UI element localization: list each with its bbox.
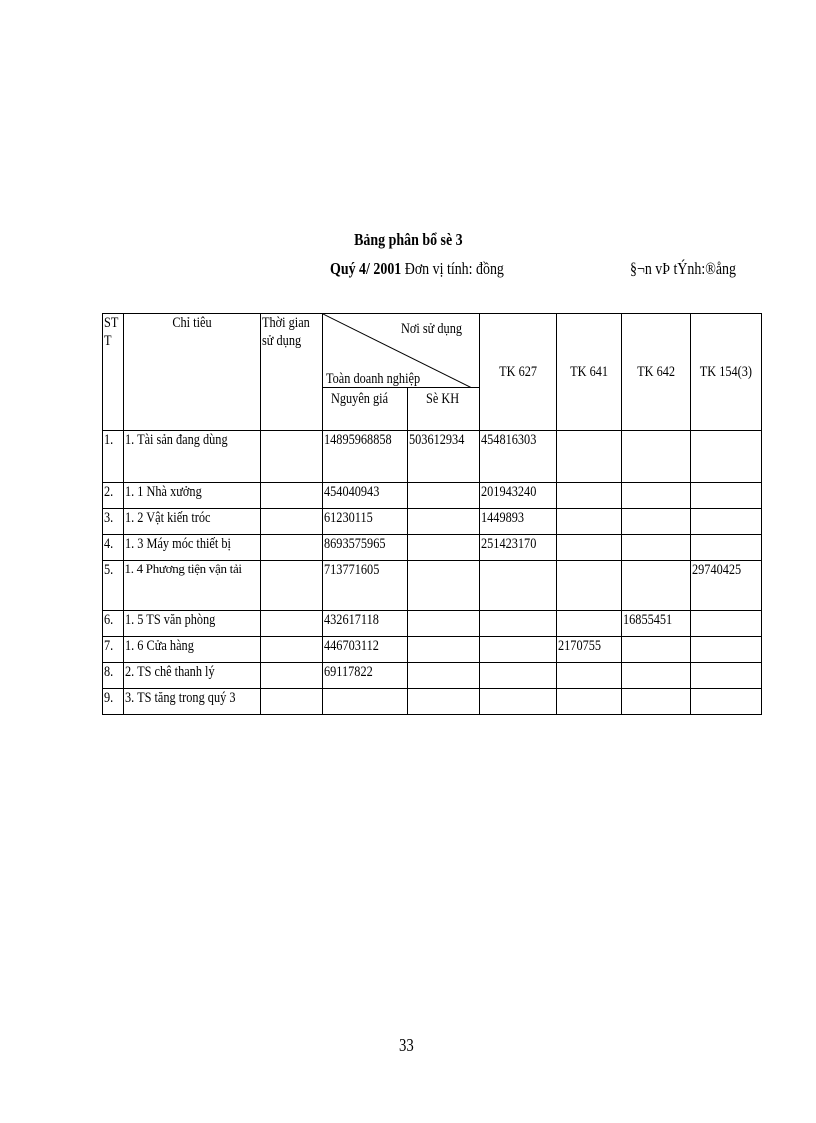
- noi-su-dung-label: Nơi sử dụng: [400, 321, 462, 337]
- cell-nguyen-gia: 432617118: [322, 611, 408, 637]
- cell-chi-tieu: 1. 1 Nhà xưởng: [123, 483, 261, 509]
- table-row: [103, 561, 762, 611]
- cell-stt: 9.: [103, 689, 124, 715]
- cell-thoi-gian: [261, 663, 322, 689]
- cell-tk154: [691, 663, 762, 689]
- cell-stt: 8.: [103, 663, 124, 689]
- cell-stt: 7.: [103, 637, 124, 663]
- cell-chi-tieu: 1. 3 Máy móc thiết bị: [123, 535, 261, 561]
- table-row: [103, 431, 762, 483]
- cell-chi-tieu: 1. 6 Cửa hàng: [123, 637, 261, 663]
- header-nguyen-gia: Nguyên giá: [322, 388, 408, 431]
- cell-tk154: [691, 535, 762, 561]
- cell-so-kh: [408, 509, 480, 535]
- cell-nguyen-gia: 8693575965: [322, 535, 408, 561]
- cell-so-kh: 503612934: [408, 431, 480, 483]
- table-row: [103, 535, 762, 561]
- cell-nguyen-gia: 69117822: [322, 663, 408, 689]
- table-row: [103, 611, 762, 637]
- cell-tk642: [622, 483, 691, 509]
- header-tk154: TK 154(3): [691, 314, 762, 431]
- cell-tk627: [480, 561, 557, 611]
- cell-tk641: [557, 431, 622, 483]
- header-tk641: TK 641: [557, 314, 622, 431]
- cell-chi-tieu: 2. TS chê thanh lý: [123, 663, 261, 689]
- cell-tk627: [480, 611, 557, 637]
- cell-nguyen-gia: 14895968858: [322, 431, 408, 483]
- cell-thoi-gian: [261, 535, 322, 561]
- cell-so-kh: [408, 483, 480, 509]
- page-number: 33: [399, 1035, 414, 1055]
- cell-tk627: [480, 689, 557, 715]
- cell-stt: 6.: [103, 611, 124, 637]
- unit-note-encoded: §¬n vÞ tÝnh:®ång: [630, 259, 736, 278]
- cell-stt: 4.: [103, 535, 124, 561]
- cell-chi-tieu: 1. 5 TS văn phòng: [123, 611, 261, 637]
- cell-tk154: [691, 637, 762, 663]
- cell-so-kh: [408, 535, 480, 561]
- quarter-label: Quý 4/ 2001: [330, 259, 402, 278]
- toan-doanh-nghiep-label: Toàn doanh nghiệp: [325, 371, 420, 387]
- cell-tk627: 251423170: [480, 535, 557, 561]
- cell-thoi-gian: [261, 611, 322, 637]
- cell-chi-tieu: 1. Tài sản đang dùng: [123, 431, 261, 483]
- cell-tk154: 29740425: [691, 561, 762, 611]
- cell-tk627: [480, 663, 557, 689]
- cell-thoi-gian: [261, 431, 322, 483]
- cell-tk627: 201943240: [480, 483, 557, 509]
- cell-tk641: 2170755: [557, 637, 622, 663]
- header-stt: ST T: [103, 314, 124, 431]
- cell-thoi-gian: [261, 637, 322, 663]
- cell-chi-tieu: 1. 2 Vật kiến tróc: [123, 509, 261, 535]
- cell-stt: 1.: [103, 431, 124, 483]
- cell-stt: 3.: [103, 509, 124, 535]
- cell-tk642: [622, 535, 691, 561]
- cell-so-kh: [408, 611, 480, 637]
- cell-tk154: [691, 689, 762, 715]
- cell-stt: 2.: [103, 483, 124, 509]
- cell-thoi-gian: [261, 483, 322, 509]
- cell-tk641: [557, 483, 622, 509]
- cell-nguyen-gia: 713771605: [322, 561, 408, 611]
- header-noi-su-dung: [322, 314, 480, 388]
- cell-so-kh: [408, 561, 480, 611]
- cell-chi-tieu: 3. TS tăng trong quý 3: [123, 689, 261, 715]
- cell-tk642: [622, 637, 691, 663]
- cell-tk641: [557, 561, 622, 611]
- header-tk627: TK 627: [480, 314, 557, 431]
- cell-tk154: [691, 431, 762, 483]
- cell-thoi-gian: [261, 509, 322, 535]
- cell-tk642: [622, 509, 691, 535]
- cell-tk627: 454816303: [480, 431, 557, 483]
- cell-tk627: 1449893: [480, 509, 557, 535]
- cell-tk641: [557, 611, 622, 637]
- cell-tk642: [622, 561, 691, 611]
- table-row: [103, 509, 762, 535]
- cell-tk641: [557, 535, 622, 561]
- table-row: [103, 637, 762, 663]
- table-row: [103, 663, 762, 689]
- cell-tk641: [557, 663, 622, 689]
- table-row: [103, 689, 762, 715]
- cell-nguyen-gia: [322, 689, 408, 715]
- cell-tk627: [480, 637, 557, 663]
- cell-tk642: [622, 663, 691, 689]
- cell-nguyen-gia: 454040943: [322, 483, 408, 509]
- table-subtitle: [330, 259, 542, 279]
- cell-so-kh: [408, 689, 480, 715]
- cell-nguyen-gia: 446703112: [322, 637, 408, 663]
- cell-so-kh: [408, 663, 480, 689]
- cell-so-kh: [408, 637, 480, 663]
- cell-thoi-gian: [261, 561, 322, 611]
- header-chi-tieu: Chỉ tiêu: [123, 314, 261, 431]
- cell-thoi-gian: [261, 689, 322, 715]
- cell-tk154: [691, 611, 762, 637]
- cell-tk154: [691, 509, 762, 535]
- header-row: [103, 314, 762, 388]
- table-row: [103, 483, 762, 509]
- unit-label: Đơn vị tính: đồng: [404, 259, 504, 278]
- cell-tk154: [691, 483, 762, 509]
- header-thoi-gian: Thời gian sử dụng: [261, 314, 322, 431]
- header-tk642: TK 642: [622, 314, 691, 431]
- cell-tk642: [622, 431, 691, 483]
- header-so-kh: Sè KH: [408, 388, 480, 431]
- cell-tk641: [557, 689, 622, 715]
- cell-chi-tieu: 1. 4 Phương tiện vận tải: [123, 561, 261, 611]
- allocation-table: [102, 313, 762, 715]
- cell-tk641: [557, 509, 622, 535]
- table-title: Bảng phân bổ sè 3: [354, 230, 463, 249]
- cell-tk642: [622, 689, 691, 715]
- cell-tk642: 16855451: [622, 611, 691, 637]
- cell-stt: 5.: [103, 561, 124, 611]
- cell-nguyen-gia: 61230115: [322, 509, 408, 535]
